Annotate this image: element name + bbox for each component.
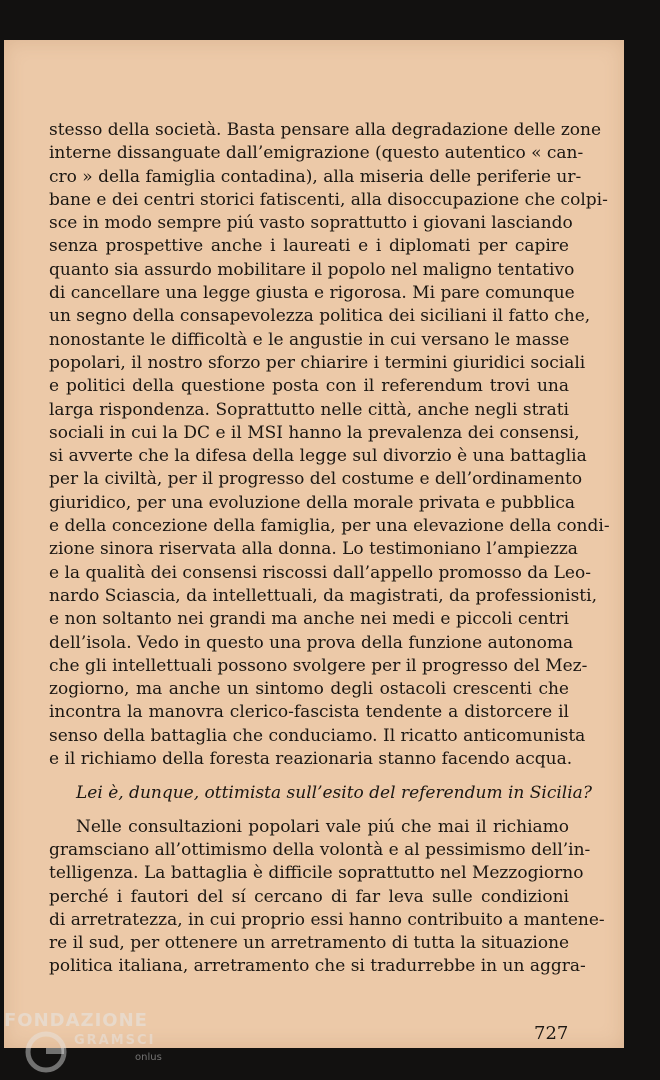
paragraph-1-line: popolari, il nostro sforzo per chiarire i termini giuridici sociali <box>49 352 586 373</box>
paragraph-1-line: sce in modo sempre piú vasto soprattutto i giovani lasciando <box>49 213 573 234</box>
paragraph-1-line: senso della battaglia che conduciamo. Il ricatto anticomunista <box>49 725 586 746</box>
paragraph-1-line: bane e dei centri storici fatiscenti, alla disoccupazione che colpi- <box>49 189 608 210</box>
book-page <box>4 40 624 1048</box>
paragraph-1-line: e politici della questione posta con il referendum trovi una <box>49 376 569 397</box>
paragraph-2-line: Nelle consultazioni popolari vale piú che mai il richiamo <box>76 816 569 837</box>
paragraph-1-line: stesso della società. Basta pensare alla degradazione delle zone <box>49 120 602 140</box>
paragraph-1-line: di cancellare una legge giusta e rigorosa. Mi pare comunque <box>49 283 575 304</box>
paragraph-1-line: e non soltanto nei grandi ma anche nei medi e piccoli centri <box>49 609 569 630</box>
paragraph-2-line: di arretratezza, in cui proprio essi hanno contribuito a mantene- <box>49 909 605 930</box>
paragraph-2-line: politica italiana, arretramento che si tradurrebbe in un aggra- <box>49 956 586 977</box>
paragraph-1-line: nonostante le difficoltà e le angustie in cui versano le masse <box>49 329 570 350</box>
body-text <box>49 119 610 979</box>
paragraph-2-line: telligenza. La battaglia è difficile soprattutto nel Mezzogiorno <box>49 863 584 884</box>
paragraph-1-line: quanto sia assurdo mobilitare il popolo nel maligno tentativo <box>49 259 575 280</box>
paragraph-1-line: zione sinora riservata alla donna. Lo testimoniano l’ampiezza <box>49 539 578 560</box>
paragraph-1-line: zogiorno, ma anche un sintomo degli ostacoli crescenti che <box>49 679 569 700</box>
paragraph-2-line: gramsciano all’ottimismo della volontà e al pessimismo dell’in- <box>49 839 591 860</box>
paragraph-1-line: si avverte che la difesa della legge sul divorzio è una battaglia <box>49 446 587 467</box>
page-number: 727 <box>534 1023 569 1044</box>
paragraph-1-line: giuridico, per una evoluzione della morale privata e pubblica <box>49 492 575 513</box>
paragraph-1-line: nardo Sciascia, da intellettuali, da magistrati, da professionisti, <box>49 585 597 606</box>
watermark-line-2: GRAMSCI <box>74 1033 156 1048</box>
paragraph-1-line: e la qualità dei consensi riscossi dall’appello promosso da Leo- <box>49 562 591 583</box>
paragraph-1-line: incontra la manovra clerico-fascista tendente a distorcere il <box>49 702 569 723</box>
paragraph-1-line: senza prospettive anche i laureati e i diplomati per capire <box>49 236 569 257</box>
paragraph-1-line: un segno della consapevolezza politica dei siciliani il fatto che, <box>49 306 591 327</box>
paragraph-1-line: sociali in cui la DC e il MSI hanno la prevalenza dei consensi, <box>49 422 580 443</box>
interview-question: Lei è, dunque, ottimista sull’esito del referendum in Sicilia? <box>76 783 592 804</box>
paragraph-1-line: larga rispondenza. Soprattutto nelle città, anche negli strati <box>49 399 569 420</box>
paragraph-1-line: e della concezione della famiglia, per una elevazione della condi- <box>49 516 610 537</box>
paragraph-2-line: perché i fautori del sí cercano di far leva sulle condizioni <box>49 886 569 907</box>
paragraph-1-line: dell’isola. Vedo in questo una prova della funzione autonoma <box>49 632 574 653</box>
watermark-line-1: FONDAZIONE <box>4 1010 148 1031</box>
paragraph-1-line: per la civiltà, per il progresso del costume e dell’ordinamento <box>49 469 583 490</box>
paragraph-2 <box>49 816 605 979</box>
paragraph-1-line: interne dissanguate dall’emigrazione (questo autentico « can- <box>49 143 584 164</box>
paragraph-1-line: che gli intellettuali possono svolgere per il progresso del Mez- <box>49 655 588 676</box>
paragraph-2-line: re il sud, per ottenere un arretramento di tutta la situazione <box>49 933 570 954</box>
paragraph-1-line: cro » della famiglia contadina), alla miseria delle periferie ur- <box>49 166 582 187</box>
paragraph-1-line: e il richiamo della foresta reazionaria stanno facendo acqua. <box>49 749 573 770</box>
watermark-onlus: onlus <box>135 1052 162 1063</box>
paragraph-1 <box>49 119 610 771</box>
